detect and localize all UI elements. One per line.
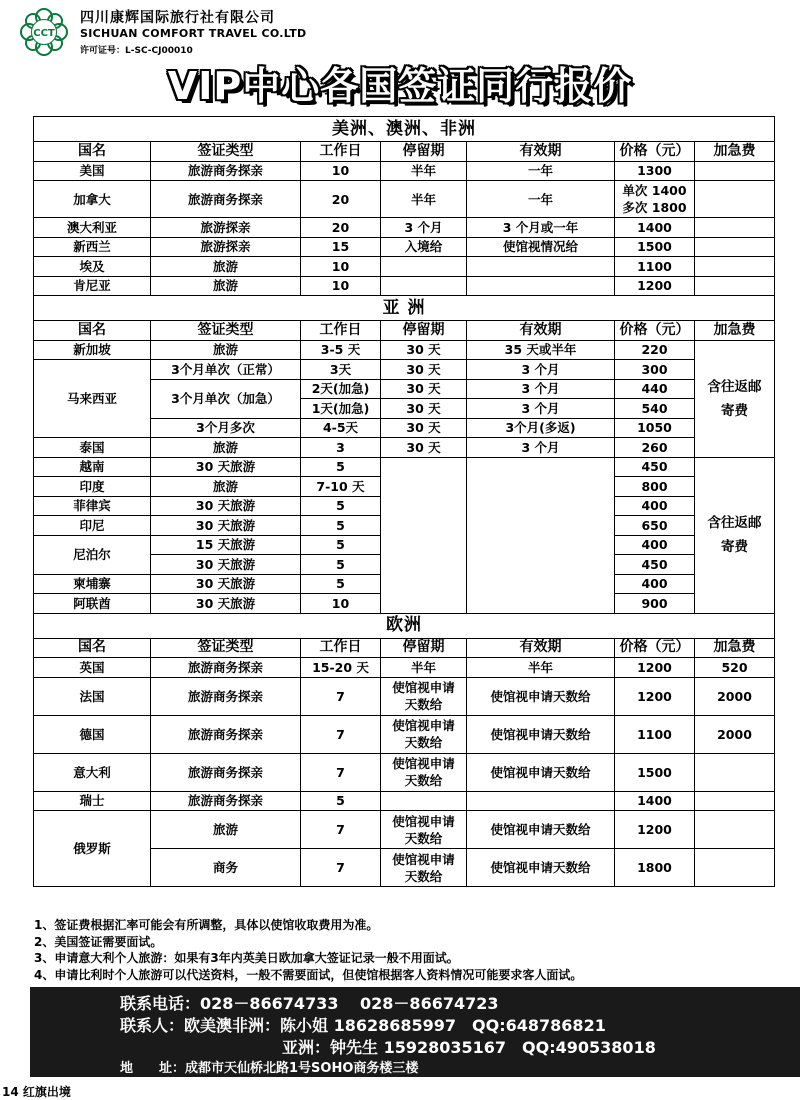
table-row: 加拿大 旅游商务探亲 20 半年 一年 单次 1400 多次 1800 [34, 181, 775, 218]
table-row: 埃及 旅游 10 1100 [34, 257, 775, 277]
svg-text:CCT: CCT [33, 28, 55, 39]
notes-section [34, 917, 582, 983]
section-header: 亚 洲 [34, 296, 775, 321]
table-row: 意大利 旅游商务探亲 7 使馆视申请天数给 使馆视申请天数给 1500 [34, 753, 775, 791]
table-header-row: 国名 签证类型 工作日 停留期 有效期 价格（元） 加急费 [34, 638, 775, 658]
table-row: 30 天旅游 5 450 [34, 555, 775, 575]
table-row: 3个月多次 4-5天 30 天 3个月(多返) 1050 [34, 418, 775, 438]
table-header-row: 国名 签证类型 工作日 停留期 有效期 价格（元） 加急费 [34, 142, 775, 162]
table-row: 新加坡 旅游 3-5 天 30 天 35 天或半年 220 含往返邮寄费 [34, 340, 775, 360]
table-row: 肯尼亚 旅游 10 1200 [34, 276, 775, 296]
contact-person-asia: 亚洲：钟先生 15928035167 QQ:490538018 [282, 1038, 656, 1057]
table-header-row: 国名 签证类型 工作日 停留期 有效期 价格（元） 加急费 [34, 321, 775, 341]
table-row: 柬埔寨 30 天旅游 5 400 [34, 574, 775, 594]
table-row: 俄罗斯 旅游 7 使馆视申请天数给 使馆视申请天数给 1200 [34, 811, 775, 849]
section-header: 美洲、澳洲、非洲 [34, 117, 775, 142]
page-header [0, 0, 800, 60]
note-item: 3、申请意大利个人旅游：如果有3年内英美日欧加拿大签证记录一般不用面试。 [34, 951, 459, 965]
table-row: 法国 旅游商务探亲 7 使馆视申请天数给 使馆视申请天数给 1200 2000 [34, 677, 775, 715]
company-name-cn: 四川康辉国际旅行社有限公司 [80, 10, 275, 26]
table-row: 1天(加急) 30 天 3 个月 540 [34, 399, 775, 419]
note-item: 1、签证费根据汇率可能会有所调整，具体以使馆收取费用为准。 [34, 918, 379, 932]
table-row: 泰国 旅游 3 30 天 3 个月 260 [34, 438, 775, 458]
table-row: 瑞士 旅游商务探亲 5 1400 [34, 791, 775, 811]
note-item: 2、美国签证需要面试。 [34, 934, 163, 949]
table-row: 尼泊尔 15 天旅游 5 400 [34, 535, 775, 555]
contact-person-americas: 联系人：欧美澳非洲：陈小姐 18628685997 QQ:648786821 [120, 1016, 606, 1035]
table-row: 印尼 30 天旅游 5 650 [34, 516, 775, 536]
contact-phone: 联系电话：028－86674733 028－86674723 [120, 994, 499, 1013]
table-row: 英国 旅游商务探亲 15-20 天 半年 半年 1200 520 [34, 658, 775, 678]
company-logo-icon [18, 6, 70, 58]
table-row: 越南 30 天旅游 5 450 含往返邮寄费 [34, 457, 775, 477]
license-number: 许可证号：L-SC-CJ00010 [80, 46, 193, 56]
page-title: VIP中心各国签证同行报价 [167, 64, 633, 108]
company-name-en: SICHUAN COMFORT TRAVEL CO.LTD [80, 27, 307, 40]
price-table [33, 116, 775, 887]
contact-address: 地 址：成都市天仙桥北路1号SOHO商务楼三楼 [120, 1061, 419, 1076]
table-row: 3个月单次（加急） 2天(加急) 30 天 3 个月 440 [34, 379, 775, 399]
contact-panel [30, 987, 800, 1077]
table-row: 阿联酋 30 天旅游 10 900 [34, 594, 775, 614]
table-row: 澳大利亚 旅游探亲 20 3 个月 3 个月或一年 1400 [34, 218, 775, 238]
table-row: 菲律宾 30 天旅游 5 400 [34, 496, 775, 516]
table-row: 马来西亚 3个月单次（正常） 3天 30 天 3 个月 300 [34, 360, 775, 380]
page-footer: 14 红旗出境 [2, 1085, 71, 1099]
table-row: 新西兰 旅游探亲 15 入境给 使馆视情况给 1500 [34, 237, 775, 257]
table-row: 商务 7 使馆视申请天数给 使馆视申请天数给 1800 [34, 849, 775, 887]
note-item: 4、申请比利时个人旅游可以代送资料，一般不需要面试，但使馆根据客人资料情况可能要求客人面试。 [34, 967, 583, 982]
table-row: 美国 旅游商务探亲 10 半年 一年 1300 [34, 161, 775, 181]
section-header: 欧洲 [34, 613, 775, 638]
table-row: 印度 旅游 7-10 天 800 [34, 477, 775, 497]
table-row: 德国 旅游商务探亲 7 使馆视申请天数给 使馆视申请天数给 1100 2000 [34, 715, 775, 753]
